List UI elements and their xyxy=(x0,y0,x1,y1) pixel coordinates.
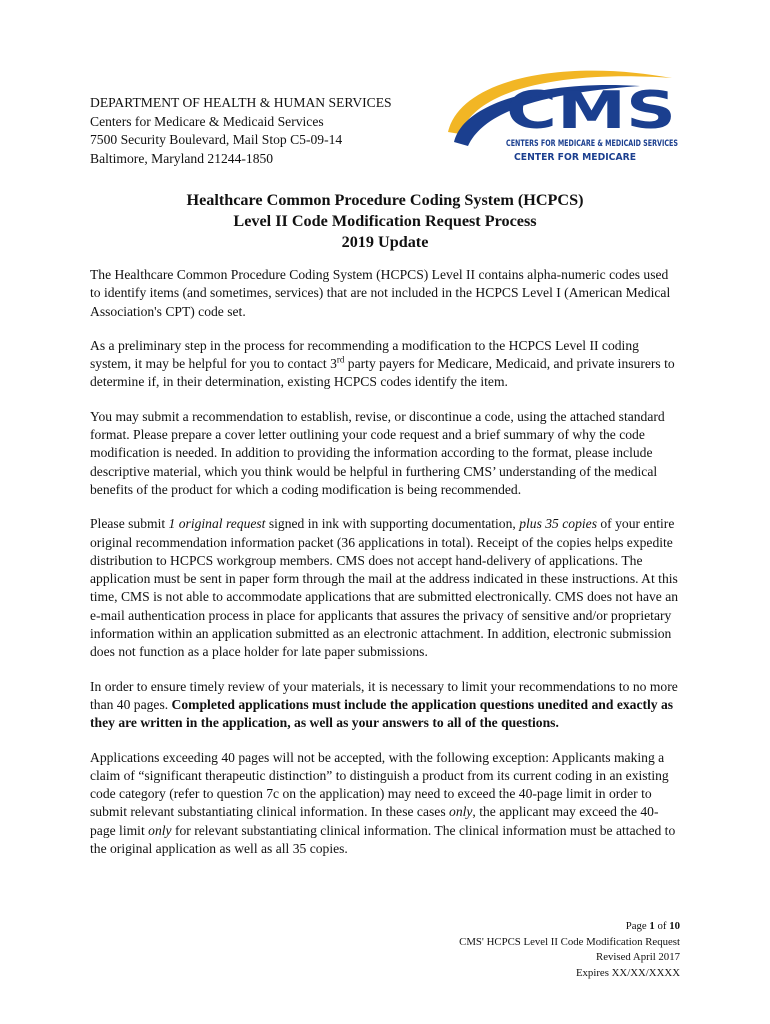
text-run: Please submit xyxy=(90,516,169,532)
footer-line: Expires XX/XX/XXXX xyxy=(575,966,680,979)
paragraph: The Healthcare Common Procedure Coding System (HCPCS) Level II contains alpha-numeric codes used to identify items (and sometimes, services) that are not included in the HCPCS Level I (American Medical Association's CPT) code set. xyxy=(90,267,671,319)
address-line: Centers for Medicare & Medicaid Services xyxy=(90,113,324,129)
paragraph xyxy=(90,337,682,392)
footer-line: CMS' HCPCS Level II Code Modification Request xyxy=(459,935,680,948)
address-line: DEPARTMENT OF HEALTH & HUMAN SERVICES xyxy=(90,95,392,110)
page-current: 1 xyxy=(649,920,655,932)
title-line: 2019 Update xyxy=(341,233,429,251)
text-run: Applications exceeding 40 pages will not be accepted, with the following exception: Applicants making a claim of “significant therapeutic distinction” to distinguish a product from its current coding in an existing code category (refer to question 7c on the application) may need to exceed the 40-page limit in order to submit relevant substantiating clinical information. In these cases xyxy=(90,749,669,820)
bold-text: Completed applications must include the application questions unedited and exactly as they are written in the application, as well as your answers to all of the questions. xyxy=(90,696,674,731)
text-run: of your entire original recommendation information packet (36 applications in total). Receipt of the copies helps expedite distribution to HCPCS workgroup members. CMS does not accept hand-delivery of applications. The application must be sent in paper form through the mail at the address indicated in these instructions. At this time, CMS is not able to accommodate applications that are submitted electronically. CMS does not have an e-mail authentication process in place for applicants that assures the privacy of sensitive and/or proprietary information within an application submitted as an electronic attachment. In addition, electronic submission does not function as a place holder for late paper submissions. xyxy=(90,516,679,660)
page-of: of xyxy=(654,920,670,932)
italic-text: only xyxy=(449,804,473,820)
paragraph: You may submit a recommendation to establish, revise, or discontinue a code, using the attached standard format. Please prepare a cover letter outlining your code request and a brief summary of why the code modification is needed. In addition to providing the information according to the format, please include descriptive material, which you think would be helpful in furthering CMS’ understanding of the medical benefits of the product for which a coding modification is being recommended. xyxy=(90,408,665,497)
sender-address xyxy=(90,94,392,168)
text-run: , the applicant may exceed the 40-page limit xyxy=(90,804,659,838)
superscript: rd xyxy=(336,354,345,365)
paragraph xyxy=(90,515,682,661)
text-run: for relevant substantiating clinical information. The clinical information must be attached to the original application as well as all 35 copies. xyxy=(90,822,676,857)
page-footer xyxy=(459,919,680,981)
logo-wordmark: CMS xyxy=(506,81,676,141)
title-line: Healthcare Common Procedure Coding System (HCPCS) xyxy=(186,191,584,209)
page-total: 10 xyxy=(669,920,680,932)
italic-text: plus 35 copies xyxy=(519,516,597,532)
logo-line2: CENTER FOR MEDICARE xyxy=(514,152,636,163)
text-run: As a preliminary step in the process for recommending a modification to the HCPCS Level II coding system, it may be helpful for you to contact 3 xyxy=(90,337,639,372)
paragraph xyxy=(90,678,682,733)
text-run: party payers for Medicare, Medicaid, and private insurers to determine if, in their determination, existing HCPCS codes identify the item. xyxy=(90,356,675,390)
address-line: Baltimore, Maryland 21244-1850 xyxy=(90,150,274,166)
logo-line1: CENTERS FOR MEDICARE & MEDICAID SERVICES xyxy=(506,139,678,149)
document-title xyxy=(90,190,680,253)
text-run: In order to ensure timely review of your materials, it is necessary to limit your recommendations to no more than 40 pages. xyxy=(90,678,678,712)
cms-logo xyxy=(440,62,690,172)
address-line: 7500 Security Boulevard, Mail Stop C5-09-14 xyxy=(90,132,343,148)
text-run: signed in ink with supporting documentation, xyxy=(265,516,520,532)
italic-text: only xyxy=(148,822,172,838)
document-body xyxy=(90,266,682,874)
italic-text: 1 original request xyxy=(168,516,266,532)
paragraph xyxy=(90,749,682,859)
title-line: Level II Code Modification Request Process xyxy=(233,212,537,230)
page-prefix: Page xyxy=(625,920,650,932)
page-number xyxy=(459,919,680,935)
footer-line: Revised April 2017 xyxy=(596,951,680,964)
